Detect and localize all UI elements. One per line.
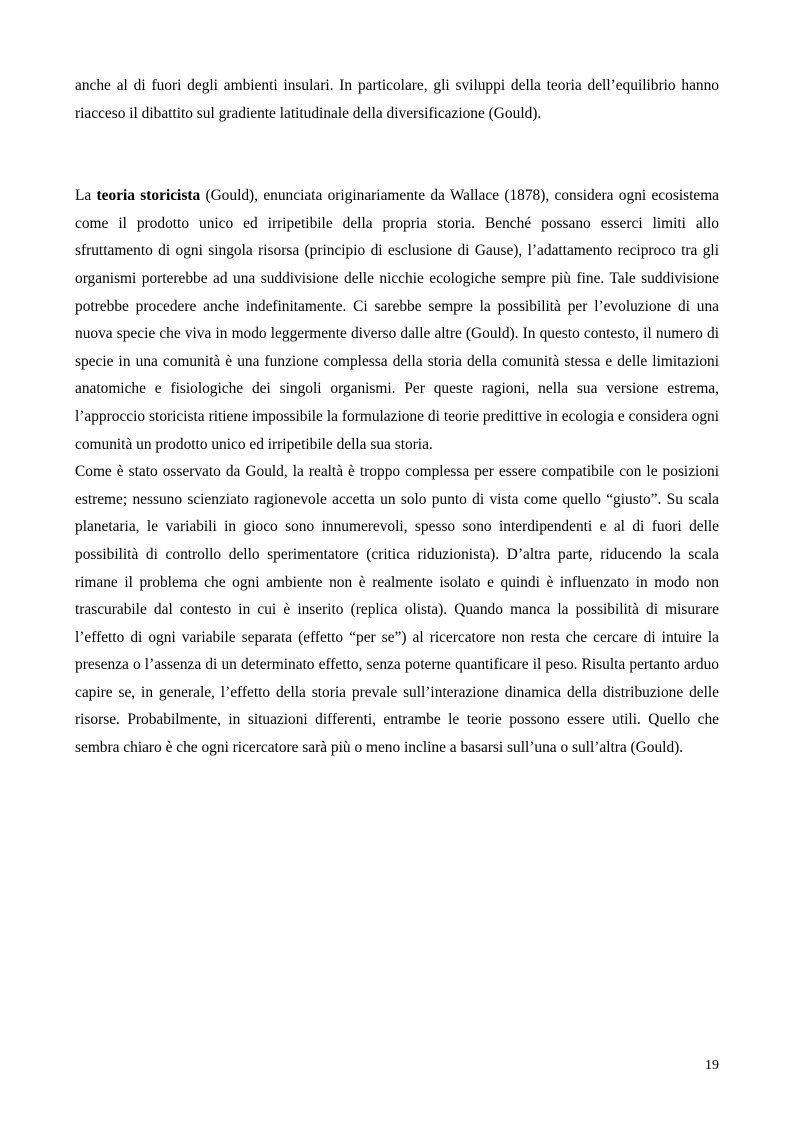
paragraph-historicist-theory — [75, 182, 719, 458]
paragraph-gould-discussion: Come è stato osservato da Gould, la realtà è troppo complessa per essere compatibile con le posizioni estreme; nessuno scienziato ragionevole accetta un solo punto di vista come quello “giusto”. Su scala planetaria, le variabili in gioco sono innumerevoli, spesso sono interdipendenti e al di fuori delle possibilità di controllo dello sperimentatore (critica riduzionista). D’altra parte, riducendo la scala rimane il problema che ogni ambiente non è realmente isolato e quindi è influenzato in modo non trascurabile dal contesto in cui è inserito (replica olista). Quando manca la possibilità di misurare l’effetto di ogni variabile separata (effetto “per se”) al ricercatore non resta che cercare di intuire la presenza o l’assenza di un determinato effetto, senza poterne quantificare il peso. Risulta pertanto arduo capire se, in generale, l’effetto della storia prevale sull’interazione dinamica della distribuzione delle risorse. Probabilmente, in situazioni differenti, entrambe le teorie possono essere utili. Quello che sembra chiaro è che ogni ricercatore sarà più o meno incline a basarsi sull’una o sull’altra (Gould). — [75, 463, 719, 757]
page-number: 19 — [705, 1058, 719, 1073]
paragraph-body: (Gould), enunciata originariamente da Wallace (1878), considera ogni ecosistema come il prodotto unico ed irripetibile della propria storia. Benché possano esserci limiti allo sfruttamento di ogni singola risorsa (principio di esclusione di Gause), l’adattamento reciproco tra gli organismi porterebbe ad una suddivisione delle nicchie ecologiche sempre più fine. Tale suddivisione potrebbe procedere anche indefinitamente. Ci sarebbe sempre la possibilità per l’evoluzione di una nuova specie che viva in modo leggermente diverso dalle altre (Gould). In questo contesto, il numero di specie in una comunità è una funzione complessa della storia della comunità stessa e delle limitazioni anatomiche e fisiologiche dei singoli organismi. Per queste ragioni, nella sua versione estrema, l’approccio storicista ritiene impossibile la formulazione di teorie predittive in ecologia e considera ogni comunità un prodotto unico ed irripetibile della sua storia. — [75, 187, 719, 453]
term-teoria-storicista: teoria storicista — [96, 187, 201, 205]
paragraph-spacer — [75, 127, 719, 182]
paragraph-lead: La — [75, 187, 97, 205]
document-body — [75, 72, 719, 762]
paragraph-intro: anche al di fuori degli ambienti insulari. In particolare, gli sviluppi della teoria dell’equilibrio hanno riacceso il dibattito sul gradiente latitudinale della diversificazione (Gould). — [75, 77, 719, 122]
